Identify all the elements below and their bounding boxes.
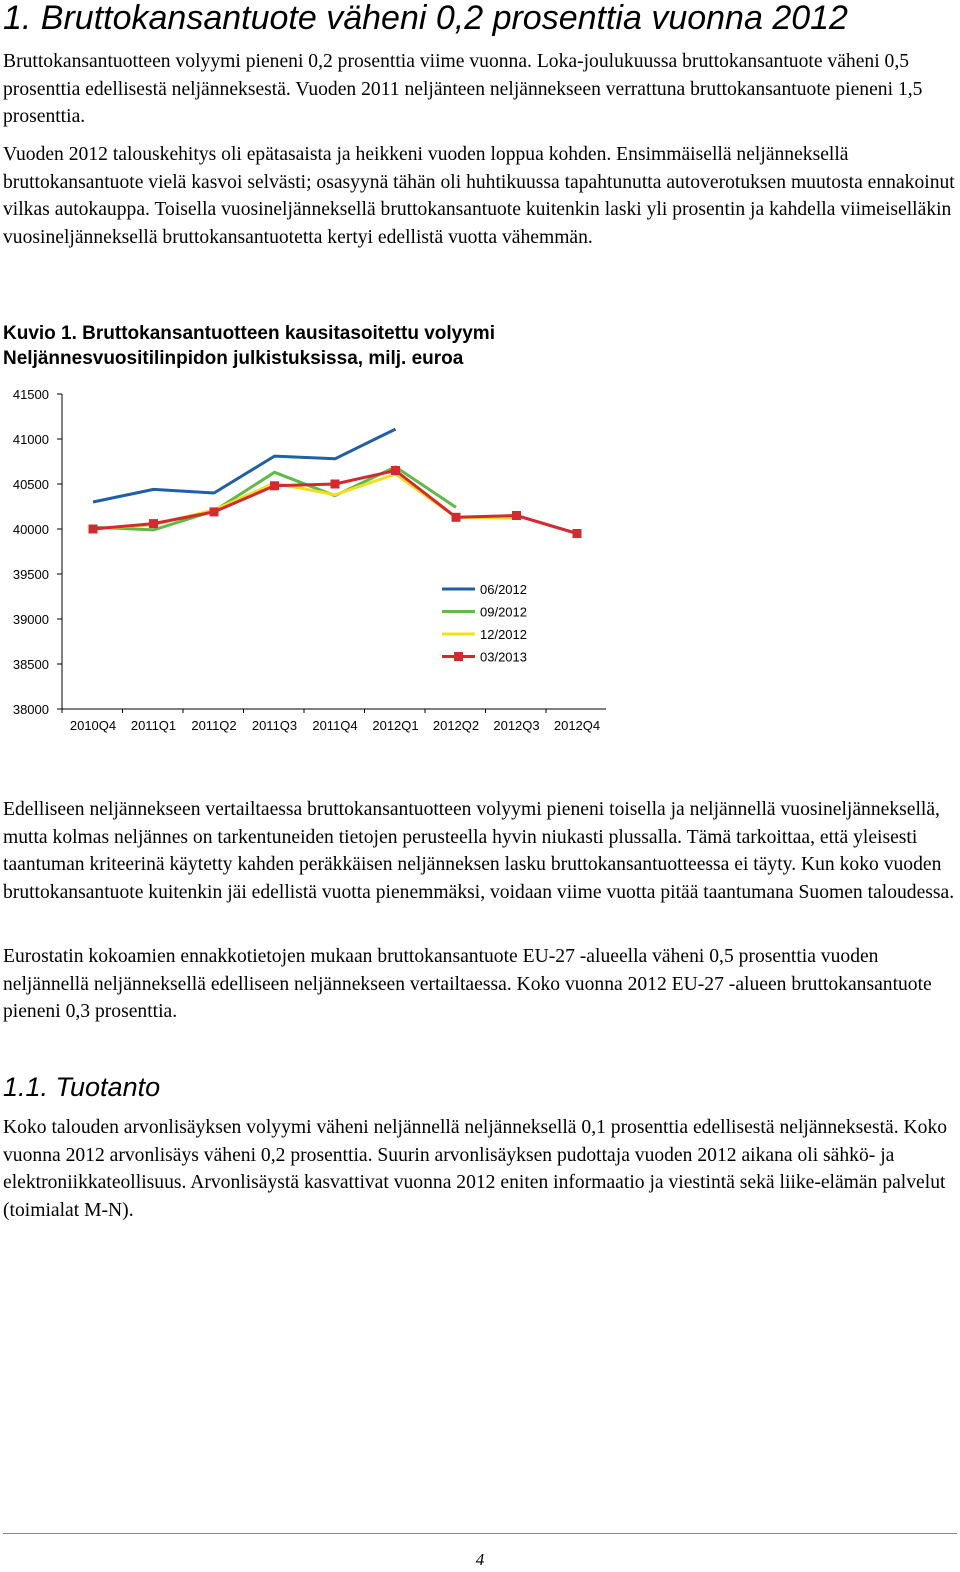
series-point xyxy=(270,481,279,490)
page-heading: 1. Bruttokansantuote väheni 0,2 prosenttia vuonna 2012 xyxy=(3,0,848,37)
x-tick-label: 2012Q4 xyxy=(553,718,601,733)
gdp-line-chart xyxy=(0,380,640,740)
legend-label: 12/2012 xyxy=(480,627,527,642)
figure-title xyxy=(3,321,495,371)
footer-divider xyxy=(3,1533,957,1534)
legend-label: 06/2012 xyxy=(480,582,527,597)
legend-label: 09/2012 xyxy=(480,604,527,620)
x-tick-label: 2012Q1 xyxy=(372,718,419,733)
series-point xyxy=(512,511,521,520)
section-heading-tuotanto: 1.1. Tuotanto xyxy=(3,1072,161,1102)
series-point xyxy=(89,525,98,534)
y-tick-label: 38500 xyxy=(12,657,49,672)
x-tick-label: 2012Q3 xyxy=(493,718,540,733)
legend-marker xyxy=(454,652,463,661)
paragraph-development: Vuoden 2012 talouskehitys oli epätasaista ja heikkeni vuoden loppua kohden. Ensimmäisellä neljänneksellä bruttokansantuote vielä kasvoi selvästi; osasyynä tähän oli huhtikuussa tapahtunutta autoverotuksen muutosta ennakoinut vilkas autokauppa. Toisella vuosineljänneksellä bruttokansantuote kuitenkin laski yli prosentin ja kahdella viimeiselläkin vuosineljänneksellä bruttokansantuotetta kertyi edellistä vuotta vähemmän. xyxy=(3,144,955,248)
x-tick-label: 2011Q3 xyxy=(251,718,298,733)
x-tick-label: 2011Q1 xyxy=(130,718,177,733)
y-tick-label: 41500 xyxy=(12,387,49,402)
y-tick-label: 38000 xyxy=(12,702,49,717)
x-tick-label: 2012Q2 xyxy=(432,718,480,733)
y-tick-label: 39500 xyxy=(12,567,49,582)
series-point xyxy=(210,507,219,516)
paragraph-quarterly-comparison: Edelliseen neljännekseen vertailtaessa bruttokansantuotteen volyymi pieneni toisella ja neljännellä vuosineljänneksellä, mutta kolmas neljännes on tarkentuneiden tietojen perusteella hyvin niukasti plussalla. Tämä tarkoittaa, että yleisesti taantuman kriteerinä käytetty kahden peräkkäisen neljänneksen lasku bruttokansantuotteessa ei täyty. Kun koko vuoden bruttokansantuote kuitenkin jäi edellistä vuotta pienemmäksi, voidaan viime vuotta pitää taantumana Suomen taloudessa. xyxy=(3,799,955,903)
page-number: 4 xyxy=(475,1550,485,1569)
x-tick-label: 2011Q4 xyxy=(312,718,358,733)
series-point xyxy=(452,513,461,522)
y-tick-label: 41000 xyxy=(12,432,49,447)
figure-title-line-2: Neljännesvuositilinpidon julkistuksissa, milj. euroa xyxy=(3,348,464,369)
series-point xyxy=(149,519,158,528)
figure-title-line-1: Kuvio 1. Bruttokansantuotteen kausitasoitettu volyymi xyxy=(3,323,495,344)
paragraph-eu-comparison: Eurostatin kokoamien ennakkotietojen mukaan bruttokansantuote EU-27 -alueella väheni 0,5 prosenttia vuoden neljännellä neljänneksellä edelliseen neljännekseen vertailtaessa. Koko vuonna 2012 EU-27 -alueen bruttokansantuote pieneni 0,3 prosenttia. xyxy=(3,946,932,1022)
x-tick-label: 2011Q2 xyxy=(191,718,237,733)
legend-label: 03/2013 xyxy=(480,649,527,665)
series-point xyxy=(391,466,400,475)
series-point xyxy=(331,480,340,489)
paragraph-summary: Bruttokansantuotteen volyymi pieneni 0,2 prosenttia viime vuonna. Loka-joulukuussa bruttokansantuote väheni 0,5 prosenttia edellisestä neljänneksestä. Vuoden 2011 neljänteen neljännekseen verrattuna bruttokansantuote pieneni 1,5 prosenttia. xyxy=(3,51,923,127)
x-tick-label: 2010Q4 xyxy=(69,718,117,733)
y-tick-label: 39000 xyxy=(12,612,49,627)
y-tick-label: 40500 xyxy=(12,477,49,492)
series-point xyxy=(573,529,582,538)
paragraph-production: Koko talouden arvonlisäyksen volyymi väheni neljännellä neljänneksellä 0,1 prosenttia edellisestä neljänneksestä. Koko vuonna 2012 arvonlisäys väheni 0,2 prosenttia. Suurin arvonlisäyksen pudottaja vuoden 2012 aikana oli sähkö- ja elektroniikkateollisuus. Arvonlisäystä kasvattivat vuonna 2012 eniten informaatio ja viestintä sekä liike-elämän palvelut (toimialat M-N). xyxy=(3,1117,948,1221)
y-tick-label: 40000 xyxy=(12,522,49,537)
